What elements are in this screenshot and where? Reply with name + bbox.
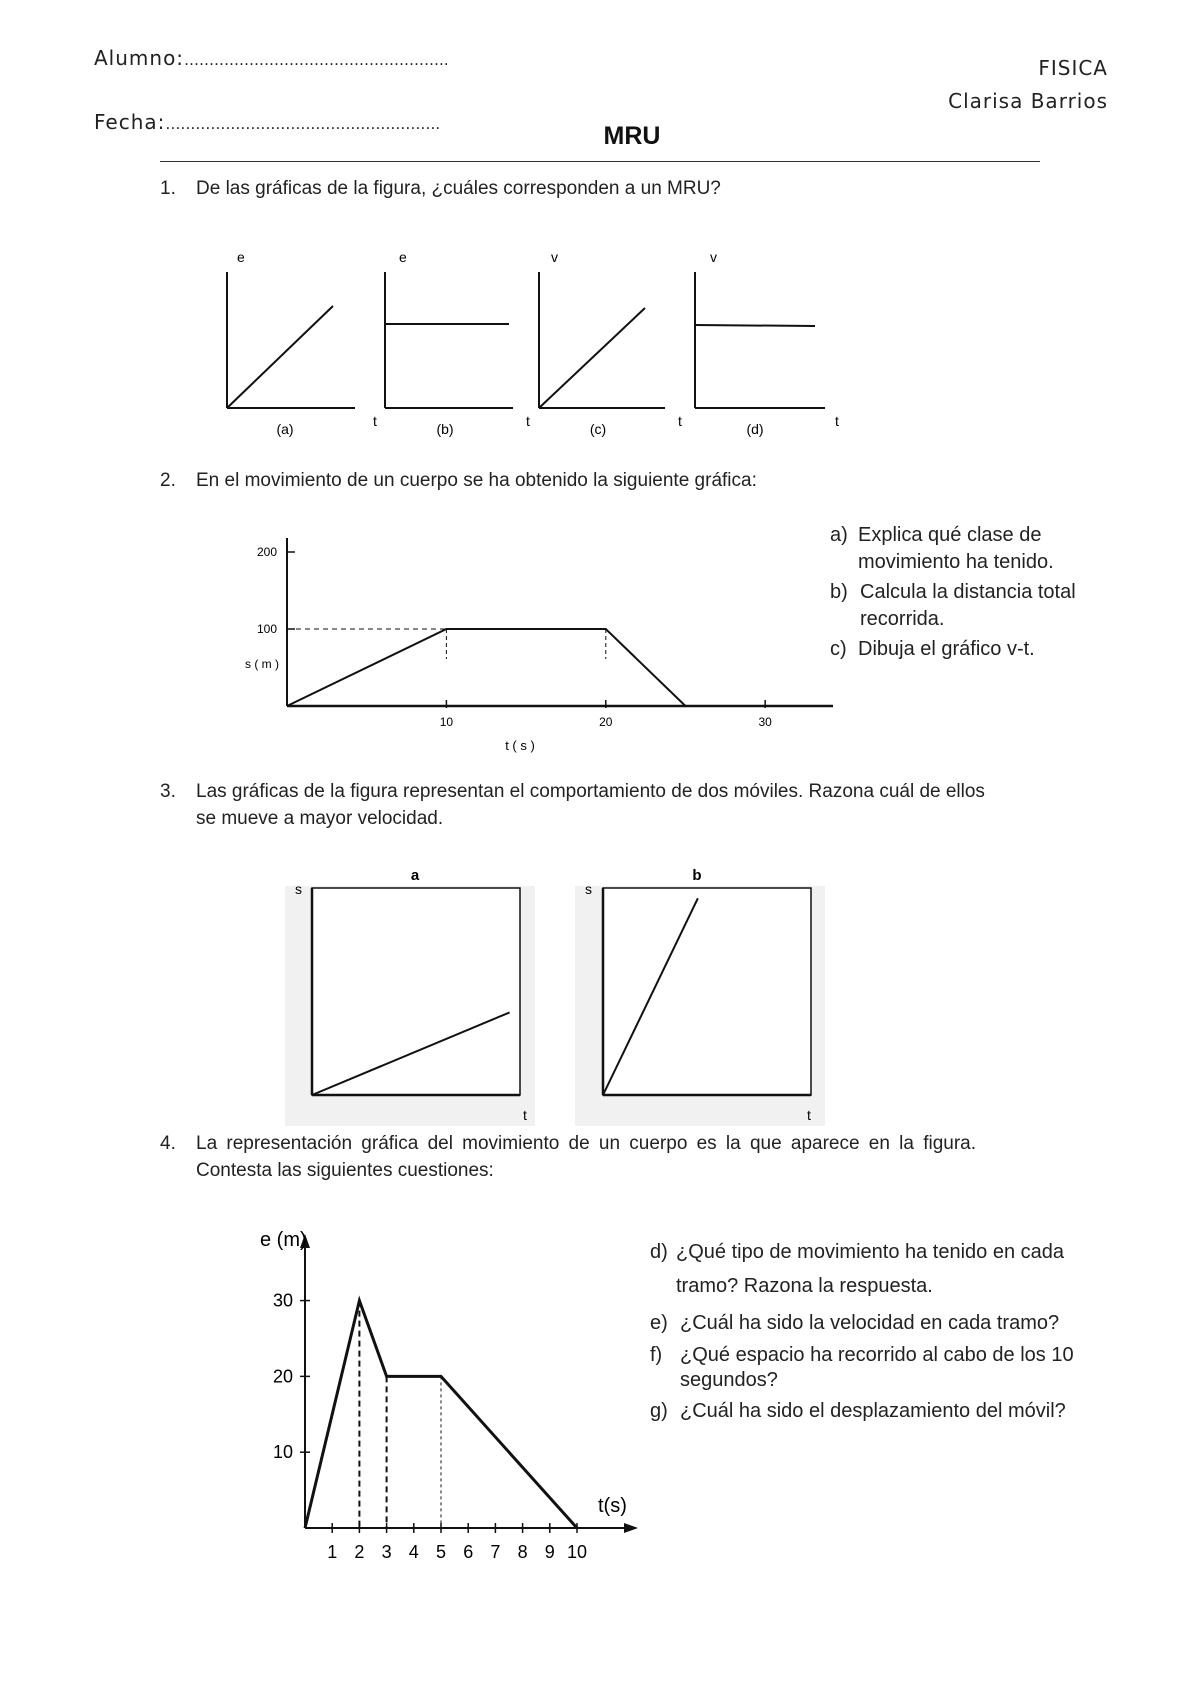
q3-panel-a [295,867,527,1123]
student-name-dots: …………………………………………….. [184,51,449,69]
q1-c-line [539,308,645,408]
q2-chart [215,528,835,766]
q4-xtick-label: 8 [517,1542,528,1562]
q1-b-xlabel: t [526,413,530,429]
q1-a-ylabel: e [237,249,245,265]
q4-chart [240,1210,640,1580]
q4-xtick-label: 2 [354,1542,365,1562]
q1-d-ylabel: v [710,249,717,265]
q1-b-ylabel: e [399,249,407,265]
subquestion-letter: e) [650,1312,668,1334]
q4-subquestion-e [650,1309,1110,1337]
q1-figure [215,232,845,447]
q4-ylabel: e (m) [260,1229,307,1251]
page-title: MRU [603,122,661,150]
q2-ytick-label: 100 [256,622,277,636]
q1-d-xlabel: t [835,413,839,429]
q2-ytick-label: 200 [256,545,277,559]
subquestion-letter: b) [830,581,848,603]
question-number: 4. [160,1133,176,1154]
q2-subquestions [830,522,1130,663]
subquestion-letter: c) [830,638,847,660]
question-2 [0,467,1200,497]
q3-a-ylabel: s [295,881,302,897]
q2-xtick-label: 10 [439,715,454,729]
q2-xtick-label: 30 [758,715,772,729]
q4-subquestion-f [650,1343,1110,1393]
subquestion-letter: a) [830,524,848,546]
subject-label: FISICA [1038,56,1108,80]
q1-d-label: (d) [746,421,764,437]
q2-subquestion-c [830,636,1130,663]
teacher-name: Clarisa Barrios [948,89,1108,113]
q4-xtick-label: 4 [408,1542,419,1562]
q2-data-line [287,629,685,706]
q4-ytick-label: 10 [272,1442,293,1463]
q4-xtick-label: 6 [463,1542,474,1562]
subquestion-letter: d) [650,1241,668,1263]
q4-xtick-label: 7 [490,1542,501,1562]
q4-xlabel: t(s) [598,1495,627,1517]
question-3 [0,778,1200,838]
question-text: De las gráficas de la figura, ¿cuáles corresponden a un MRU? [196,178,721,199]
student-name-label: Alumno: [94,46,185,70]
q1-c-ylabel: v [551,249,558,265]
q2-ylabel: s ( m ) [245,657,279,671]
q1-panel-b [385,249,530,437]
q2-xlabel: t ( s ) [505,738,535,753]
subquestion-text: Calcula la distancia total recorrida. [860,581,1076,630]
q3-b-xlabel: t [807,1107,811,1123]
q3-panel-b [585,867,811,1123]
subquestion-text: Dibuja el gráfico v-t. [858,638,1035,660]
subquestion-text: ¿Qué tipo de movimiento ha tenido en cada tramo? Razona la respuesta. [676,1241,1065,1297]
q4-subquestions [650,1235,1110,1424]
question-text: Las gráficas de la figura representan el comportamiento de dos móviles. Razona cuál de ellos se mueve a mayor velocidad. [196,781,985,829]
q4-xtick-label: 9 [544,1542,555,1562]
q1-a-xlabel: t [373,413,377,429]
subquestion-text: ¿Cuál ha sido la velocidad en cada tramo? [680,1312,1060,1334]
q1-d-line [695,325,815,326]
q1-panel-d [695,249,839,437]
q4-xtick-label: 5 [435,1542,447,1562]
q3-b-ylabel: s [585,881,592,897]
subquestion-text: ¿Qué espacio ha recorrido al cabo de los 10 segundos? [680,1344,1074,1391]
q2-subquestion-b [830,579,1130,633]
subquestion-text: Explica qué clase de movimiento ha tenido. [858,524,1054,573]
question-text: La representación gráfica del movimiento de un cuerpo es la que aparece en la figura. Contesta las siguientes cuestiones: [196,1133,976,1181]
subquestion-text: ¿Cuál ha sido el desplazamiento del móvil? [680,1400,1066,1422]
q4-xtick-label: 3 [381,1542,392,1562]
question-number: 3. [160,781,176,802]
question-4 [0,1130,1200,1190]
date-dots: ………………………………………………. [165,115,441,133]
q1-panel-c [539,249,682,437]
q2-xtick-label: 20 [599,715,613,729]
q3-a-xlabel: t [523,1107,527,1123]
question-text: En el movimiento de un cuerpo se ha obtenido la siguiente gráfica: [196,470,757,491]
q3-figure [285,858,825,1128]
q4-subquestion-g [650,1399,1110,1424]
q4-subquestion-d [650,1235,1110,1303]
q1-b-label: (b) [436,421,454,437]
q4-ytick-label: 30 [272,1290,293,1311]
q3-a-label: a [410,867,420,884]
subquestion-letter: g) [650,1400,668,1422]
q3-b-label: b [692,867,702,884]
q4-xtick-label: 10 [566,1542,588,1562]
student-name-field[interactable] [94,46,449,70]
title-divider [160,161,1040,162]
q1-panel-a [227,249,377,437]
q4-xtick-label: 1 [327,1542,338,1562]
date-label: Fecha: [94,110,166,134]
q1-c-xlabel: t [678,413,682,429]
question-number: 1. [160,178,176,199]
question-number: 2. [160,470,176,491]
subquestion-letter: f) [650,1344,663,1366]
q4-ytick-label: 20 [272,1366,293,1387]
q2-subquestion-a [830,522,1130,576]
q1-c-label: (c) [589,421,607,437]
q1-a-line [227,306,333,408]
question-1 [0,175,1200,205]
q1-a-label: (a) [276,421,294,437]
